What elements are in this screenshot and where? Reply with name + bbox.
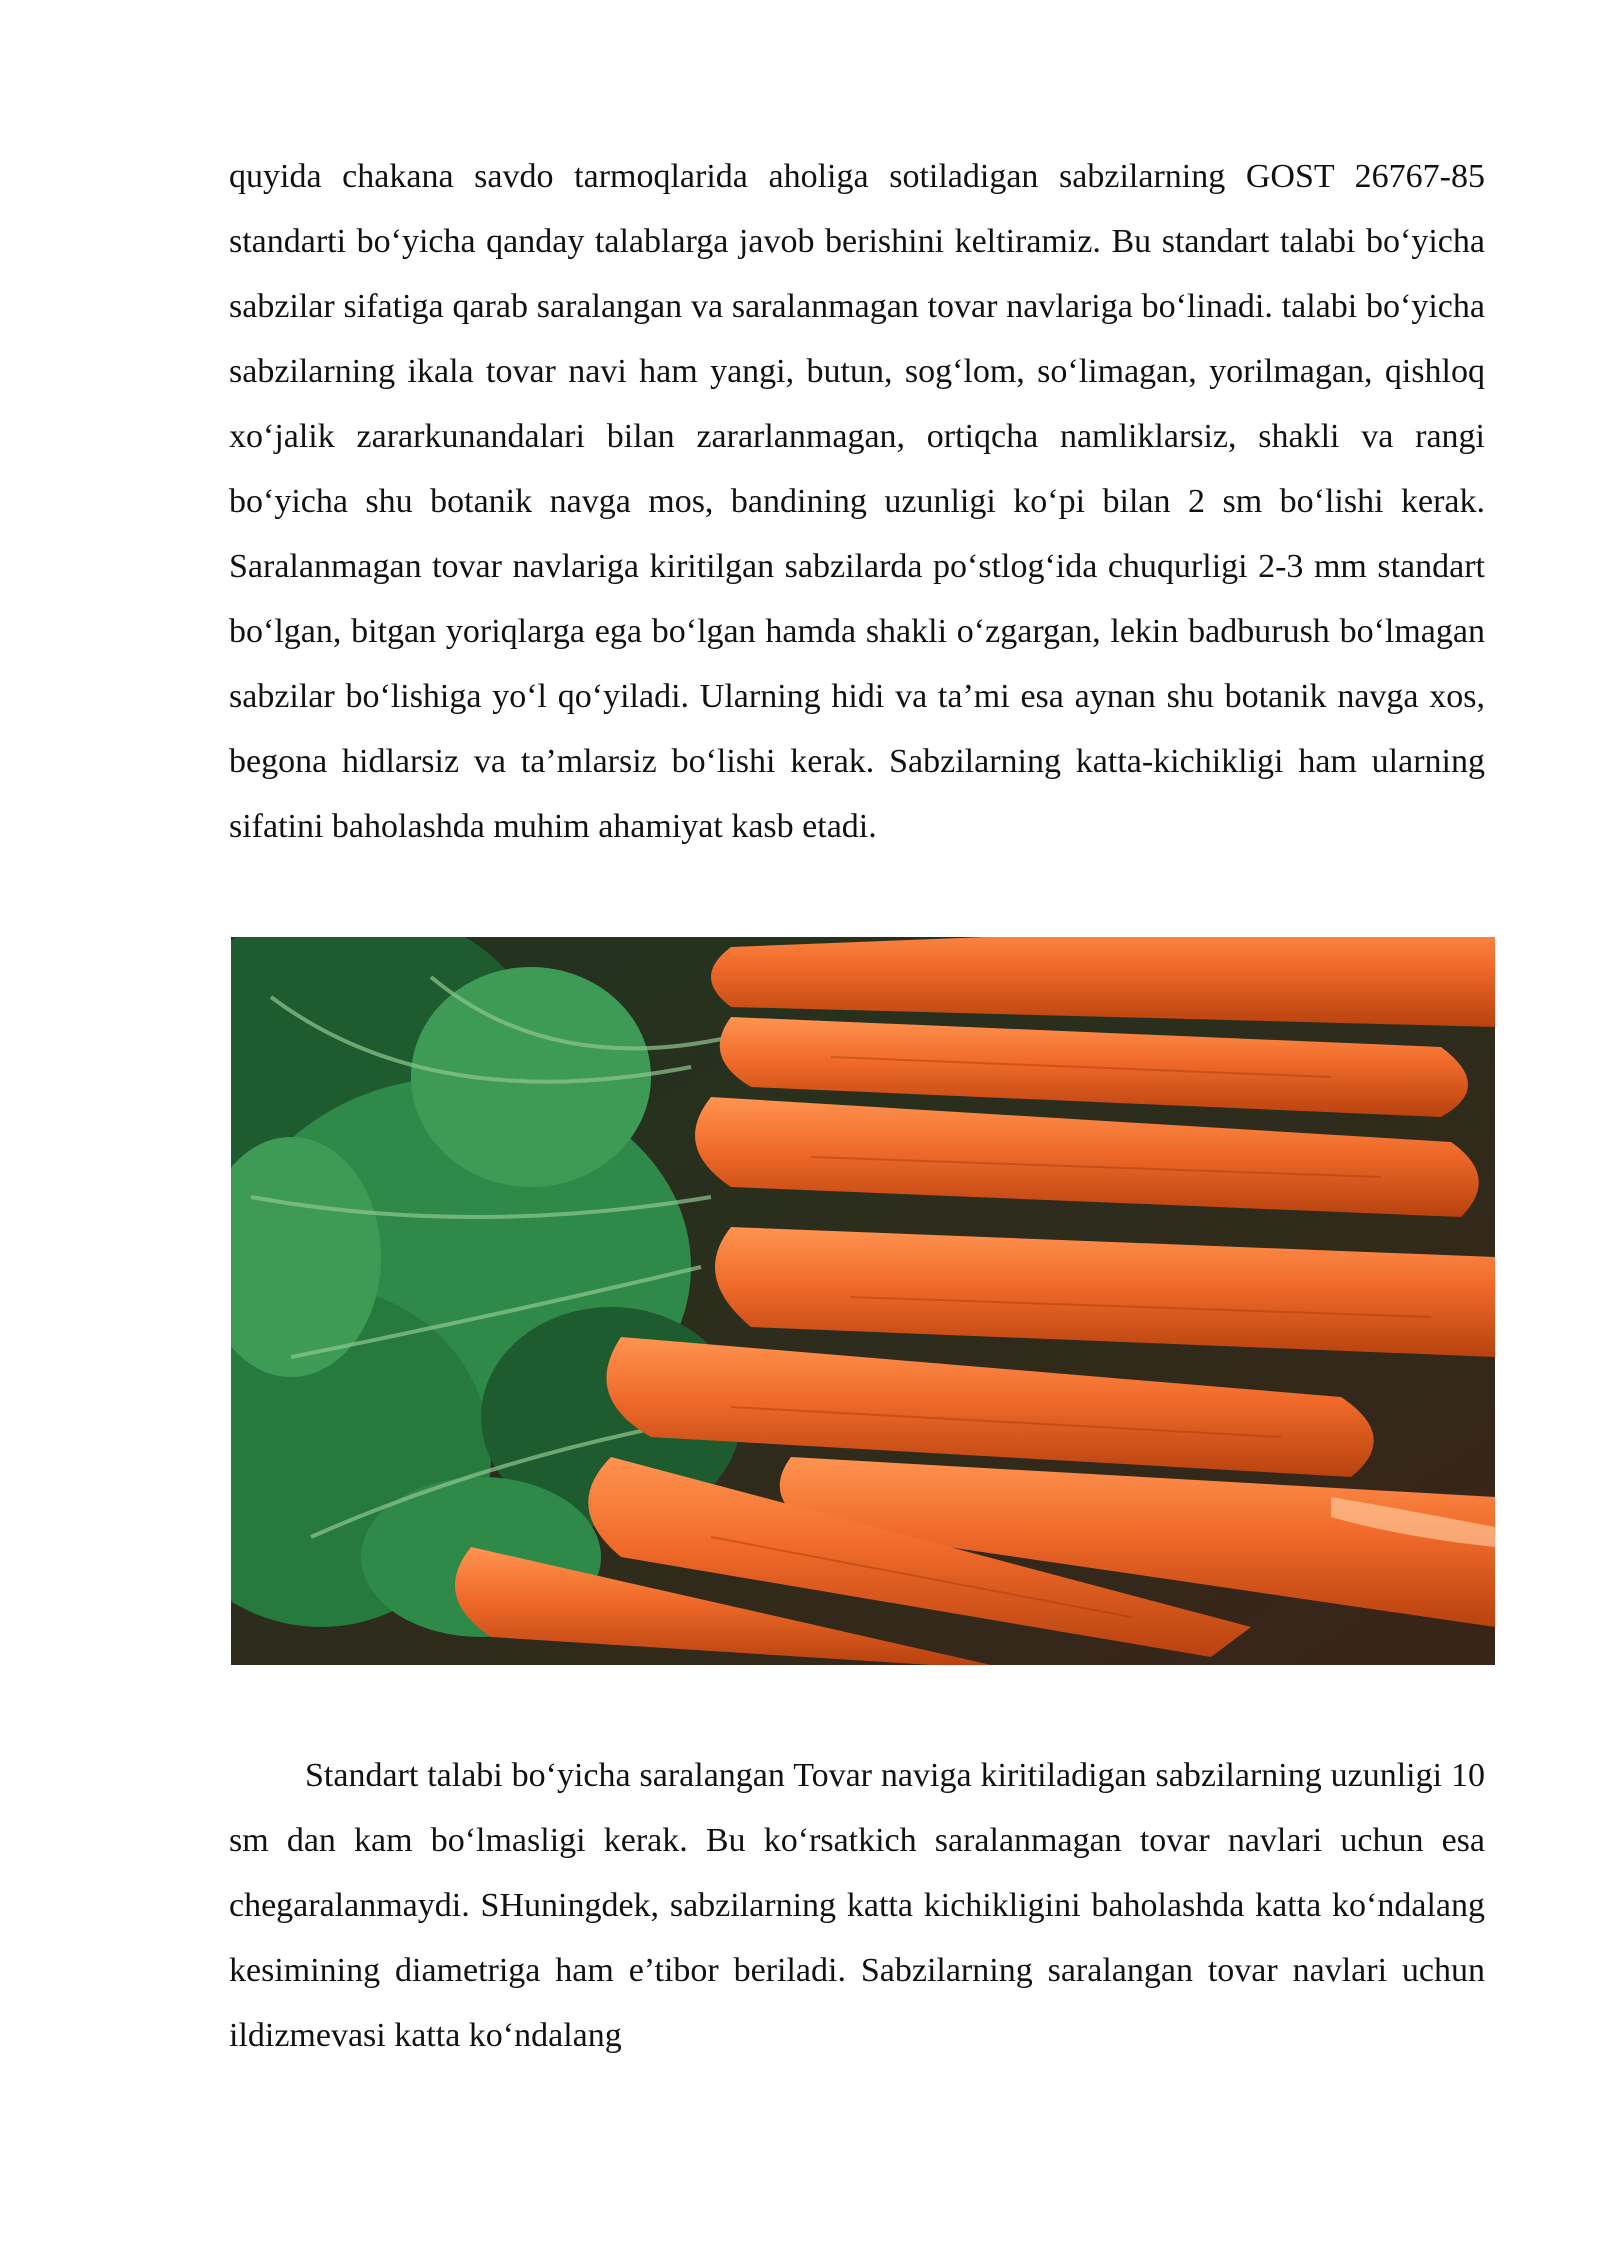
carrots-photo-icon <box>231 937 1495 1665</box>
paragraph-2: Standart talabi bo‘yicha saralangan Tovar naviga kiritiladigan sabzilarning uzunligi 10 sm dan kam bo‘lmasligi kerak. Bu ko‘rsatkich saralanmagan tovar navlari uchun esa chegaralanmaydi. SHuningdek, sabzilarning katta kichikligini baholashda katta ko‘ndalang kesimining diametriga ham e’tibor beriladi. Sabzilarning saralangan tovar navlari uchun ildizmevasi katta ko‘ndalang <box>229 1757 1485 2054</box>
carrots-photo <box>231 937 1495 1665</box>
paragraph-1: quyida chakana savdo tarmoqlarida aholiga sotiladigan sabzilarning GOST 26767-85 standarti bo‘yicha qanday talablarga javob berishini keltiramiz. Bu standart talabi bo‘yicha sabzilar sifatiga qarab saralangan va saralanmagan tovar navlariga bo‘linadi. talabi bo‘yicha sabzilarning ikala tovar navi ham yangi, butun, sog‘lom, so‘limagan, yorilmagan, qishloq xo‘jalik zararkunandalari bilan zararlanmagan, ortiqcha namliklarsiz, shakli va rangi bo‘yicha shu botanik navga mos, bandining uzunligi ko‘pi bilan 2 sm bo‘lishi kerak. Saralanmagan tovar navlariga kiritilgan sabzilarda po‘stlog‘ida chuqurligi 2-3 mm standart bo‘lgan, bitgan yoriqlarga ega bo‘lgan hamda shakli o‘zgargan, lekin badburush bo‘lmagan sabzilar bo‘lishiga yo‘l qo‘yiladi. Ularning hidi va ta’mi esa aynan shu botanik navga xos, begona hidlarsiz va ta’mlarsiz bo‘lishi kerak. Sabzilarning katta-kichikligi ham ularning sifatini baholashda muhim ahamiyat kasb etadi. <box>229 158 1485 845</box>
